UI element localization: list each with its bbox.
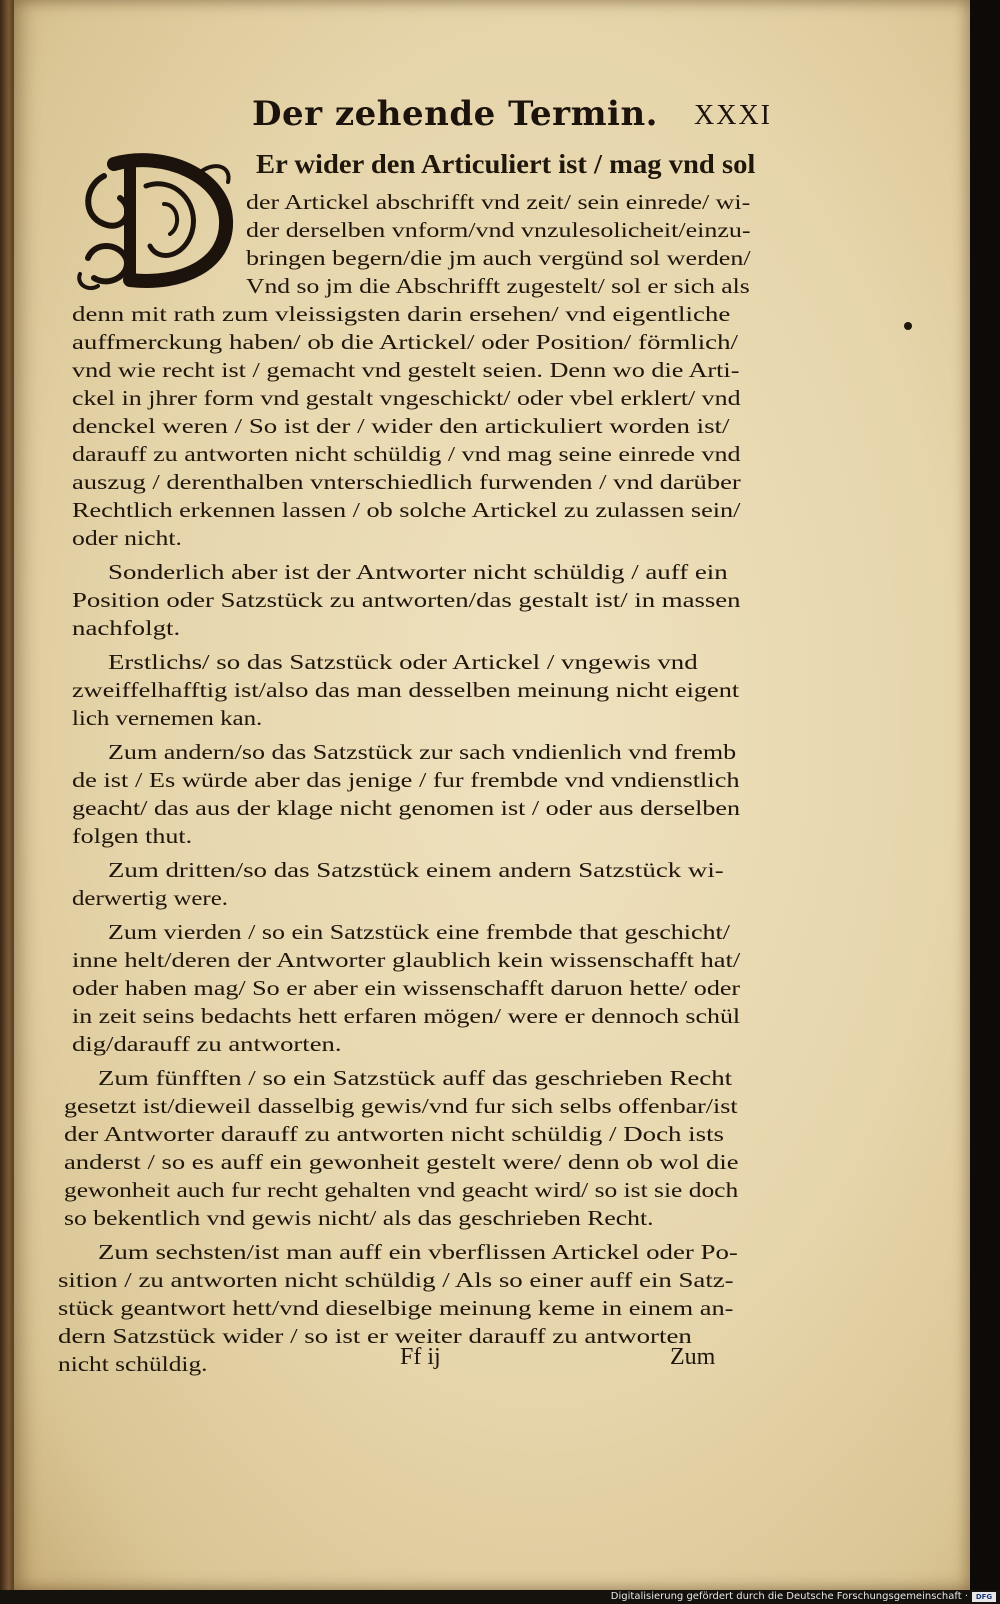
text-line: auszug / derenthalben vnterschiedlich furwenden / vnd darüber	[72, 470, 741, 494]
text-line: so bekentlich vnd gewis nicht/ als das geschrieben Recht.	[64, 1206, 654, 1230]
text-line: folgen thut.	[72, 824, 193, 848]
text-line: Zum fünfften / so ein Satzstück auff das geschrieben Recht	[98, 1066, 733, 1090]
text-line: Rechtlich erkennen lassen / ob solche Artickel zu zulassen sein/	[72, 498, 741, 522]
text-line: Zum dritten/so das Satzstück einem andern Satzstück wi-	[108, 858, 724, 882]
text-line: gewonheit auch fur recht gehalten vnd geacht wird/ so ist sie doch	[64, 1178, 739, 1202]
initial-letter: D	[164, 252, 165, 253]
text-line: geacht/ das aus der klage nicht genomen ist / oder aus derselben	[72, 796, 741, 820]
text-line: dig/darauff zu antworten.	[72, 1032, 342, 1056]
text-line: Zum andern/so das Satzstück zur sach vndienlich vnd fremb	[108, 740, 737, 764]
text-line: Vnd so jm die Abschrifft zugestelt/ sol er sich als	[246, 274, 750, 298]
text-line: der derselben vnform/vnd vnzulesolicheit/einzu-	[246, 218, 751, 242]
text-line: Zum sechsten/ist man auff ein vberflissen Artickel oder Po-	[98, 1240, 738, 1264]
text-line: derwertig were.	[72, 886, 228, 910]
text-line: oder haben mag/ So er aber ein wissenschafft daruon hette/ oder	[72, 976, 741, 1000]
catchword: Zum	[670, 1344, 716, 1370]
text-line: Zum vierden / so ein Satzstück eine frembde that geschicht/	[108, 920, 731, 944]
text-line: ckel in jhrer form vnd gestalt vngeschickt/ oder vbel erklert/ vnd	[72, 386, 741, 410]
text-line: Position oder Satzstück zu antworten/das gestalt ist/ in massen	[72, 588, 741, 612]
footer-bar	[0, 1590, 1000, 1604]
text-line: anderst / so es auff ein gewonheit gestelt were/ denn ob wol die	[64, 1150, 739, 1174]
text-line: nicht schüldig.	[58, 1352, 208, 1376]
text-line: nachfolgt.	[72, 616, 181, 640]
decorated-initial-d	[74, 146, 240, 294]
signature-mark: Ff ij	[400, 1344, 441, 1370]
page-header	[252, 94, 772, 142]
text-line: gesetzt ist/dieweil dasselbig gewis/vnd fur sich selbs offenbar/ist	[64, 1094, 738, 1118]
text-line: denckel weren / So ist der / wider den artickuliert worden ist/	[72, 414, 730, 438]
text-line: zweiffelhafftig ist/also das man desselben meinung nicht eigent	[72, 678, 740, 702]
running-title: Der zehende Termin.	[252, 94, 659, 134]
text-line: sition / zu antworten nicht schüldig / Als so einer auff ein Satz-	[58, 1268, 734, 1292]
text-line: bringen begern/die jm auch vergünd sol werden/	[246, 246, 751, 270]
text-line: de ist / Es würde aber das jenige / fur frembde vnd vndienstlich	[72, 768, 740, 792]
text-line: lich vernemen kan.	[72, 706, 263, 730]
text-line: Erstlichs/ so das Satzstück oder Artickel / vngewis vnd	[108, 650, 698, 674]
text-line: vnd wie recht ist / gemacht vnd gestelt seien. Denn wo die Arti-	[72, 358, 740, 382]
book-spine-edge	[0, 0, 14, 1590]
text-line: denn mit rath zum vleissigsten darin ersehen/ vnd eigentliche	[72, 302, 731, 326]
text-line: der Artickel abschrifft vnd zeit/ sein einrede/ wi-	[246, 190, 751, 214]
text-line: Sonderlich aber ist der Antworter nicht schüldig / auff ein	[108, 560, 728, 584]
text-line: dern Satzstück wider / so ist er weiter darauff zu antworten	[58, 1324, 692, 1348]
text-line: Er wider den Articuliert ist / mag vnd sol	[256, 149, 756, 179]
text-line: auffmerckung haben/ ob die Artickel/ oder Position/ förmlich/	[72, 330, 738, 354]
digitization-credit: Digitalisierung gefördert durch die Deutsche Forschungsgemeinschaft ·	[610, 1591, 968, 1602]
page-margin-shadow	[970, 0, 1000, 1590]
text-line: darauff zu antworten nicht schüldig / vnd mag seine einrede vnd	[72, 442, 741, 466]
text-line: in zeit seins bedachts hett erfaren mögen/ were er dennoch schül	[72, 1004, 741, 1028]
text-line: oder nicht.	[72, 526, 182, 550]
text-line: der Antworter darauff zu antworten nicht schüldig / Doch ists	[64, 1122, 725, 1146]
dfg-logo: DFG	[972, 1592, 996, 1602]
folio-number: XXXI	[694, 100, 772, 131]
ink-spot	[904, 322, 912, 330]
text-line: stück geantwort hett/vnd dieselbige meinung keme in einem an-	[58, 1296, 734, 1320]
text-line: inne helt/deren der Antworter glaublich kein wissenschafft hat/	[72, 948, 741, 972]
